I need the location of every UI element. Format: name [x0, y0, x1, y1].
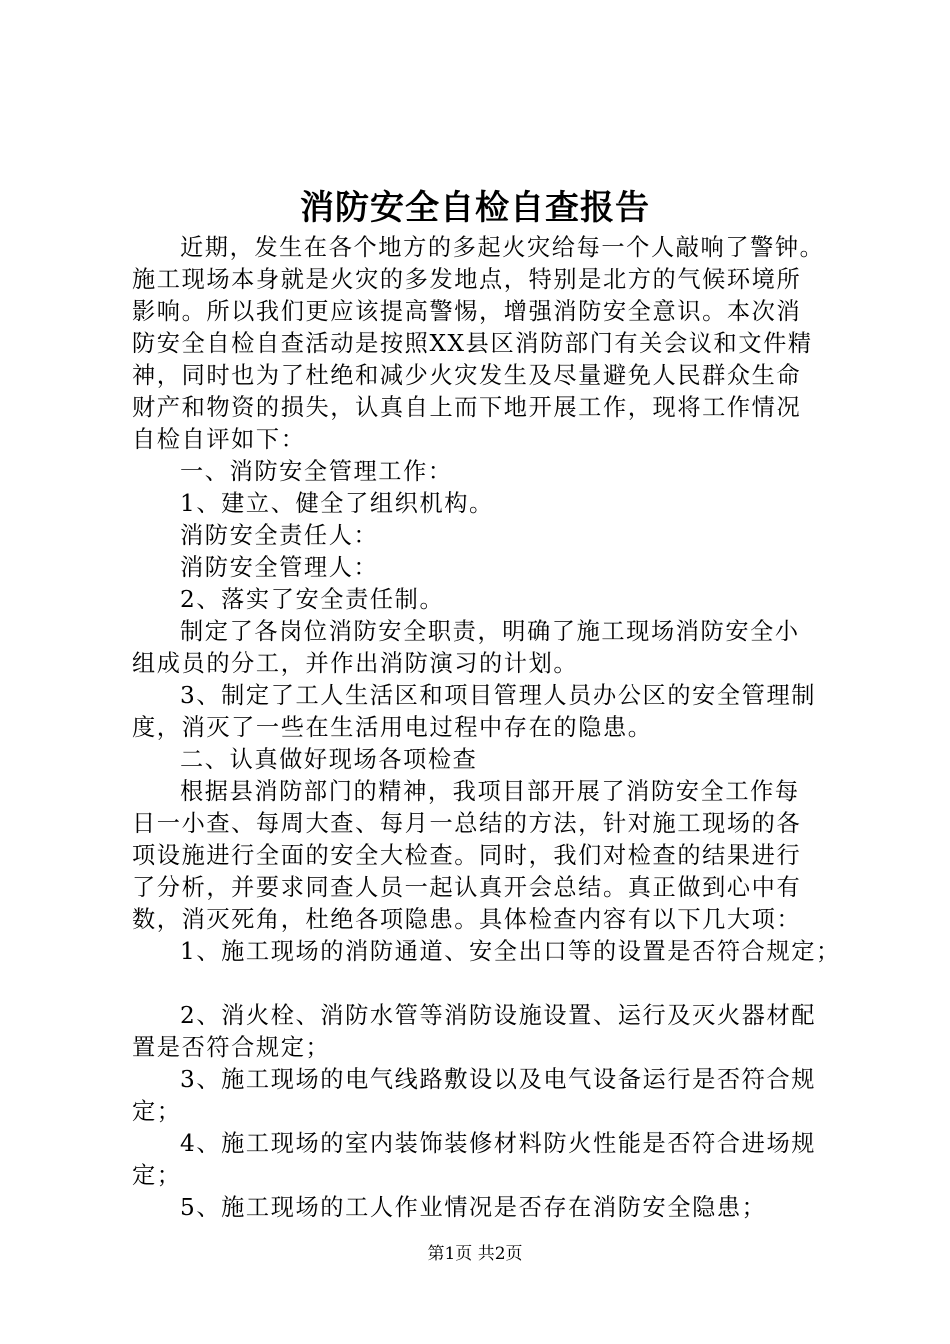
list-item: 2、落实了安全责任制。 — [180, 586, 445, 613]
paragraph-line: 定； — [132, 1162, 182, 1189]
document-title: 消防安全自检自查报告 — [300, 188, 650, 228]
paragraph-line: 施工现场本身就是火灾的多发地点，特别是北方的气候环境所 — [132, 266, 802, 293]
paragraph-line: 定； — [132, 1098, 182, 1125]
paragraph-line: 近期，发生在各个地方的多起火灾给每一个人敲响了警钟。 — [180, 234, 825, 261]
paragraph-line: 财产和物资的损失，认真自上而下地开展工作，现将工作情况 — [132, 394, 802, 421]
list-item: 3、施工现场的电气线路敷设以及电气设备运行是否符合规 — [180, 1066, 817, 1093]
paragraph-line: 制定了各岗位消防安全职责，明确了施工现场消防安全小 — [180, 618, 800, 645]
list-item: 1、建立、健全了组织机构。 — [180, 490, 494, 517]
list-item: 4、施工现场的室内装饰装修材料防火性能是否符合进场规 — [180, 1130, 817, 1157]
list-item: 1、施工现场的消防通道、安全出口等的设置是否符合规定； — [180, 938, 841, 965]
paragraph-line: 神，同时也为了杜绝和减少火灾发生及尽量避免人民群众生命 — [132, 362, 802, 389]
field-label: 消防安全责任人： — [180, 522, 379, 549]
section-heading: 一、消防安全管理工作： — [180, 458, 453, 485]
page-indicator: 第1页 共2页 — [427, 1244, 523, 1264]
field-label: 消防安全管理人： — [180, 554, 379, 581]
list-item: 3、制定了工人生活区和项目管理人员办公区的安全管理制 — [180, 682, 817, 709]
paragraph-line: 置是否符合规定； — [132, 1034, 331, 1061]
paragraph-line: 组成员的分工，并作出消防演习的计划。 — [132, 650, 579, 677]
paragraph-line: 影响。所以我们更应该提高警惕，增强消防安全意识。本次消 — [132, 298, 802, 325]
paragraph-line: 防安全自检自查活动是按照XX县区消防部门有关会议和文件精 — [132, 330, 813, 357]
paragraph-line: 日一小查、每周大查、每月一总结的方法，针对施工现场的各 — [132, 810, 802, 837]
list-item: 5、施工现场的工人作业情况是否存在消防安全隐患； — [180, 1194, 767, 1221]
document-body — [132, 232, 852, 1224]
blank-line — [132, 968, 852, 1000]
paragraph-line: 根据县消防部门的精神，我项目部开展了消防安全工作每 — [180, 778, 800, 805]
paragraph-line: 项设施进行全面的安全大检查。同时，我们对检查的结果进行 — [132, 842, 802, 869]
paragraph-line: 度，消灭了一些在生活用电过程中存在的隐患。 — [132, 714, 653, 741]
paragraph-line: 数，消灭死角，杜绝各项隐患。具体检查内容有以下几大项： — [132, 906, 802, 933]
section-heading: 二、认真做好现场各项检查 — [180, 746, 478, 773]
paragraph-line: 了分析，并要求同查人员一起认真开会总结。真正做到心中有 — [132, 874, 802, 901]
paragraph-line: 自检自评如下： — [132, 426, 306, 453]
list-item: 2、消火栓、消防水管等消防设施设置、运行及灭火器材配 — [180, 1002, 817, 1029]
